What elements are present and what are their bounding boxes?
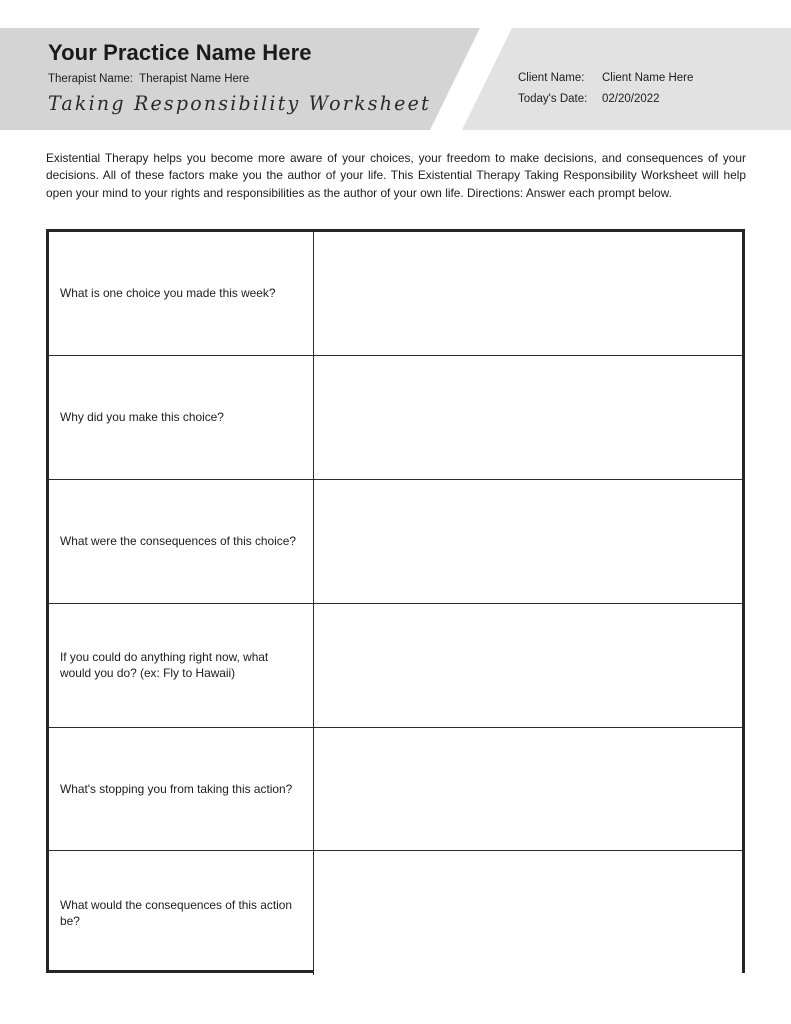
- answer-cell[interactable]: [313, 603, 742, 727]
- table-row: [49, 851, 742, 975]
- worksheet-title: Taking Responsibility Worksheet: [48, 92, 431, 116]
- prompt-cell: What's stopping you from taking this action?: [49, 727, 313, 851]
- answer-cell[interactable]: [313, 727, 742, 851]
- answer-cell[interactable]: [313, 480, 742, 604]
- prompt-table: [46, 229, 745, 973]
- answer-cell[interactable]: [313, 232, 742, 356]
- answer-cell[interactable]: [313, 851, 742, 975]
- table-row: [49, 356, 742, 480]
- prompt-cell: What would the consequences of this action be?: [49, 851, 313, 975]
- prompt-cell: If you could do anything right now, what would you do? (ex: Fly to Hawaii): [49, 603, 313, 727]
- intro-paragraph: Existential Therapy helps you become more aware of your choices, your freedom to make decisions, and consequences of your decisions. All of these factors make you the author of your life. This Existential Therapy Taking Responsibility Worksheet will help open your mind to your rights and responsibilities as the author of your own life. Directions: Answer each prompt below.: [46, 151, 746, 200]
- client-info-block: [518, 68, 693, 110]
- table-row: [49, 480, 742, 604]
- therapist-name-line: Therapist Name: Therapist Name Here: [48, 73, 250, 85]
- prompt-cell: What were the consequences of this choice?: [49, 480, 313, 604]
- header-banner: [0, 28, 791, 130]
- prompt-cell: What is one choice you made this week?: [49, 232, 313, 356]
- client-name-label: Client Name:: [518, 72, 585, 84]
- table-row: [49, 232, 742, 356]
- table-row: [49, 727, 742, 851]
- practice-name: Your Practice Name Here: [48, 40, 312, 65]
- prompt-cell: Why did you make this choice?: [49, 356, 313, 480]
- date-value: 02/20/2022: [602, 93, 660, 105]
- client-name-row: [518, 68, 693, 89]
- table-row: [49, 603, 742, 727]
- client-name-value: Client Name Here: [602, 72, 694, 84]
- date-row: [518, 89, 693, 110]
- date-label: Today's Date:: [518, 93, 588, 105]
- answer-cell[interactable]: [313, 356, 742, 480]
